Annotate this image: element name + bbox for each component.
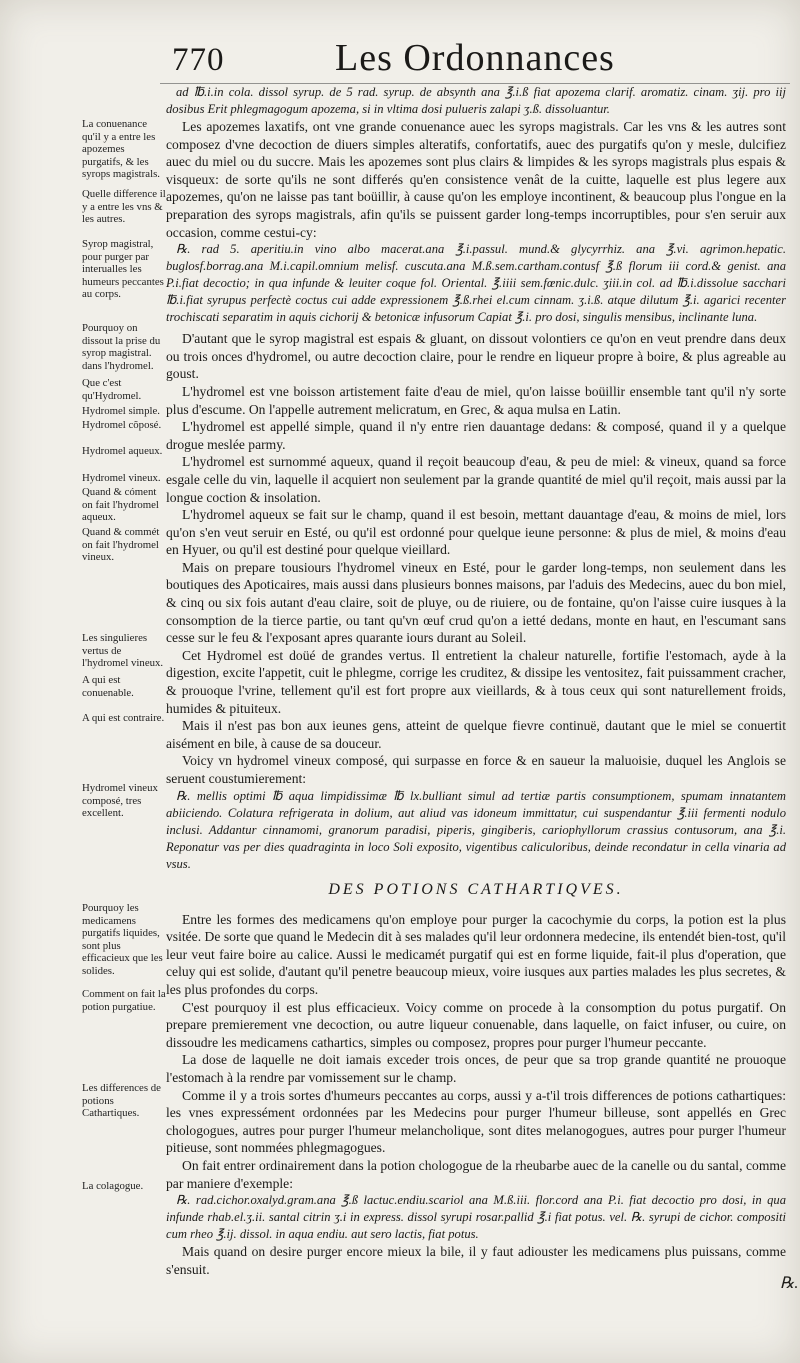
margin-note: Les differences de potions Cathartiques. — [82, 1082, 161, 1120]
margin-note: La colagogue. — [82, 1180, 144, 1192]
recipe-paragraph: ℞. rad 5. aperitiu.in vino albo macerat.ana ℥.i.passul. mund.& glycyrrhiz. ana ℥.vi. agrimon.hepatic. buglosf.borrag.ana M.i.capil.omnium melisf. cuscuta.ana M.ß.sem.cartham.contusf ℥.ß florum iii cord.& genist. ana P.i.fiat decoctio; in qua infunde & leuiter coque fol. Oriental. ℥.iiii sem.fœnic.dulc. ʒiii.in col. ad ℔.i.dissolue sacchari ℔.i.fiat syrupus perfectè coctus cui adde expressionem ℥.ß.rhei el.cum cinnam. ʒ.i.ß. atque dilutum ℥.i. agarici recenter trochiscati separatim in aquis cichorij & betonicæ infusorum Capiat ℥.i. pro dosi, singulis mensibus, inclinante luna. — [166, 242, 786, 325]
text-paragraph: Mais on prepare tousiours l'hydromel vineux en Esté, pour le garder long-temps, non seulement dans les boutiques des Apoticaires, mais aussi dans plusieurs bonnes maisons, par l'aduis des Medecins, auec du bon miel, & cinq ou six fois autant d'eau claire, soit de pluye, ou de riuiere, ou de fontaine, qu'on l'aisse cuire iusques à la consomption de la tierce partie, ou tant qu'vn œuf crud qu'on a ietté dedans, monte en haut, en l'escumant sans cesse sur le feu & l'exposant apres quarante iours durant au Soleil. — [166, 559, 786, 646]
text-paragraph: L'hydromel est surnommé aqueux, quand il reçoit beaucoup d'eau, & peu de miel: & vineux, quand sa force esgale celle du vin, laquelle il acquiert non seulement par la grande quantité de miel qu'il reçoit, mais aussi par la longue coction & insolation. — [166, 454, 786, 505]
margin-note: Que c'est qu'Hydromel. — [82, 377, 142, 402]
recipe-paragraph: ℞. mellis optimi ℔ aqua limpidissimæ ℔ lx.bulliant simul ad tertiæ partis consumptionem, spumam innatantem abiiciendo. Colatura refrigerata in dolium, aut aliud vas idoneum immittatur, cui suspendantur ℥.iii fermenti nodulo inclusi. Addantur cinnamomi, granorum paradisi, piperis, gingiberis, cariophyllorum crassius contusorum, ana ℥.i. Reponatur vas per dies quadraginta in loco Soli exposito, vigentibus caliculoribus, deinde recondatur in cella vinaria ad vsus. — [166, 788, 786, 871]
text-paragraph: Les apozemes laxatifs, ont vne grande conuenance auec les syrops magistrals. Car les vns & les autres sont composez d'vne decoction de diuers simples alteratifs, confortatifs, auec des purgatifs qu'on y mesle, dulcifiez auec du miel ou du succre. Mais les apozemes sont plus clairs & limpides & les syrops magistrals plus espais & visqueux: de sorte qu'ils ne sont differés qu'en consistence venât de la cuitte, laquelle est plus legere aux apozemes, qu'on ne laisse pas tant boüillir, à cause qu'on les employe incontinent, & beaucoup plus l'ongue en la preparation des syrops magistrals, afin qu'ils se puissent garder long-temps incorruptibles, pour s'en seruir aux occasion, comme cestui-cy: — [166, 119, 786, 240]
margin-note: Syrop magistral, pour purger par interualles les humeurs peccantes au corps. — [82, 238, 164, 301]
recipe-paragraph: ad ℔.i.in cola. dissol syrup. de 5 rad. syrup. de absynth ana ℥.i.ß fiat apozema clarif. aromatiz. cinam. ʒij. pro iij dosibus Erit phlegmagogum apozema, si in vltima dosi pulueris zalapi ʒ.ß. dissoluantur. — [166, 85, 786, 116]
text-paragraph: Mais quand on desire purger encore mieux la bile, il y faut adiouster les medicamens plus puissans, comme s'ensuit. — [166, 1244, 786, 1277]
margin-note: Quelle difference il y a entre les vns & les autres. — [82, 188, 166, 226]
margin-note: La conuenance qu'il y a entre les apozemes purgatifs, & les syrops magistrals. — [82, 118, 160, 181]
section-heading: DES POTIONS CATHARTIQVES. — [328, 880, 624, 898]
margin-note: A qui est contraire. — [82, 712, 165, 724]
text-paragraph: Cet Hydromel est doüé de grandes vertus. Il entretient la chaleur naturelle, fortifie l'estomach, ayde à la digestion, excite l'appetit, cuit le phlegme, corrige les cruditez, & dissipe les ventositez, fait puissamment cracher, & prouoque l'vrine, tellement qu'il est fort propre aux vieillards, & à tous ceux qui sont naturellement froids, humides & pituiteux. — [166, 647, 786, 716]
recipe-paragraph: ℞. rad.cichor.oxalyd.gram.ana ℥.ß lactuc.endiu.scariol ana M.ß.iii. flor.cord ana P.i. fiat decoctio pro dosi, in qua infunde rhab.el.ʒ.ii. santal citrin ʒ.i in express. dissol syrupi rosar.pallid ℥.i fiat potus. vel. ℞. syrupi de cichor. compositi cum rheo ℥.ij. dissol. in aqua endiu. aut sero lactis, fiat potus. — [166, 1193, 786, 1242]
page-number: 770 — [172, 42, 225, 78]
text-paragraph: L'hydromel est appellé simple, quand il n'y entre rien dauantage dedans: & composé, quand il y a quelque drogue meslée parmy. — [166, 419, 786, 452]
main-text-column — [166, 84, 786, 1278]
text-paragraph: Comme il y a trois sortes d'humeurs peccantes au corps, aussi y a-t'il trois differences de potions cathartiques: les vnes expressément ordonnées par les Medecins pour purger l'humeur billeuse, sont appellés en Grec chologogues, autres pour purger l'humeur melancholique, sont dites melanogogues, autres pour purger l'humeur pitieuse, sont nommées phlegmagogues. — [166, 1087, 786, 1156]
text-paragraph: L'hydromel aqueux se fait sur le champ, quand il est besoin, mettant dauantage d'eau, & moins de miel, lors qu'on s'en veut seruir en Esté, ou qu'il est ordonné pour quelque ieune personne: & plus de miel, & moins d'eau en Hyuer, ou qu'il est destiné pour quelque vieillard. — [166, 507, 786, 558]
margin-note: Les singulieres vertus de l'hydromel vineux. — [82, 632, 164, 670]
margin-note: Quand & commét on fait l'hydromel vineux. — [82, 526, 160, 564]
text-paragraph: Mais il n'est pas bon aux ieunes gens, atteint de quelque fievre continuë, dautant que le miel se conuertit aisément en bile, à cause de sa douceur. — [166, 718, 786, 751]
margin-note: Hydromel cõposé. — [82, 419, 162, 431]
margin-note: Hydromel vineux. — [82, 472, 161, 484]
text-paragraph: D'autant que le syrop magistral est espais & gluant, on dissout volontiers ce qu'on en veut prendre dans deux ou trois onces d'hydromel, ou autre decoction claire, pour le rendre en liqueur propre à boire, & plus agreable au goust. — [166, 331, 786, 382]
margin-note: Pourquoy on dissout la prise du syrop magistral. dans l'hydromel. — [82, 322, 161, 372]
margin-note: Quand & cóment on fait l'hydromel aqueux. — [82, 486, 159, 524]
text-paragraph: C'est pourquoy il est plus efficacieux. Voicy comme on procede à la consomption du potus purgatif. On prepare premierement vne decoction, ou autre liqueur conuenable, dans laquelle, on faict infuser, ou cuire, on dissoudre les medicamens cathartics, simples ou composez, propres pour purger l'humeur peccante. — [166, 999, 786, 1050]
text-paragraph: L'hydromel est vne boisson artistement faite d'eau de miel, qu'on laisse boüillir ensemble tant qu'il n'y sorte plus d'escume. On l'appelle autrement melicratum, en Grec, & aqua mulsa en Latin. — [166, 383, 786, 417]
margin-note: Hydromel aqueux. — [82, 445, 163, 457]
margin-note: Pourquoy les medicamens purgatifs liquides, sont plus efficacieux que les solides. — [82, 902, 163, 977]
margin-note: Hydromel vineux composé, tres excellent. — [82, 782, 158, 820]
catchword: ℞. — [780, 1275, 799, 1292]
margin-note: Hydromel simple. — [82, 405, 160, 417]
text-paragraph: Entre les formes des medicamens qu'on employe pour purger la cacochymie du corps, la potion est la plus vsitée. De sorte que quand le Medecin dit à ses malades qu'il leur ordonnera medecine, ils entendét bien-tost, qu'il leur veut faire boire au calice. Aussi le medicamét purgatif qui est en forme liquide, fait-il plus d'operation, que celuy qui est solide, d'autant qu'il penetre beaucoup mieux, voire iusques aux parties malades les plus secretes, & les plus profondes du corps. — [166, 911, 786, 997]
margin-note: A qui est conuenable. — [82, 674, 134, 699]
text-paragraph: On fait entrer ordinairement dans la potion chologogue de la rheubarbe auec de la canelle ou du santal, comme par maniere d'exemple: — [166, 1157, 786, 1191]
text-paragraph: La dose de laquelle ne doit iamais exceder trois onces, de peur que sa trop grande quantité ne prouoque l'estomach à la rendre par vomissement sur le champ. — [166, 1052, 786, 1085]
text-paragraph: Voicy vn hydromel vineux composé, qui surpasse en force & en saueur la maluoisie, duquel les Anglois se seruent coustumierement: — [166, 753, 786, 786]
running-title: Les Ordonnances — [335, 37, 615, 79]
margin-note: Comment on fait la potion purgatiue. — [82, 988, 166, 1013]
